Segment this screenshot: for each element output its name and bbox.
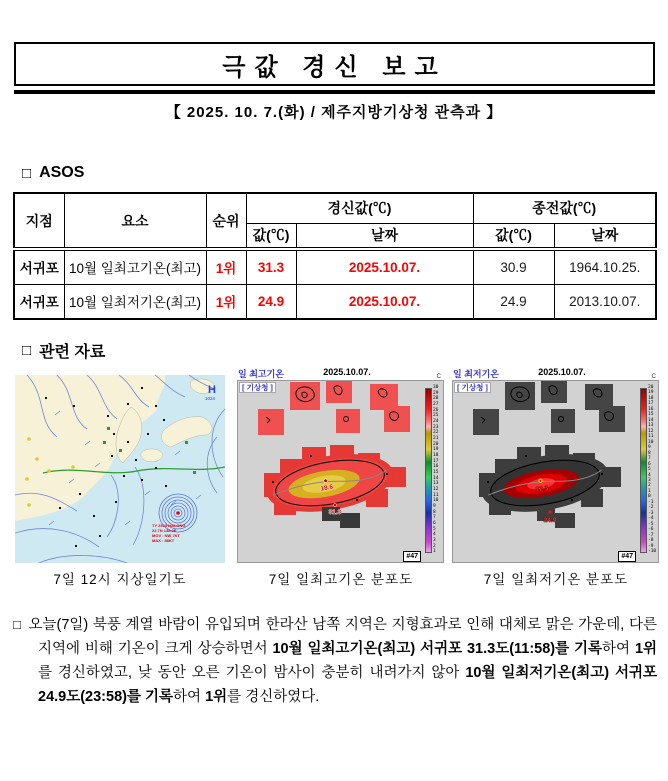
cell-station: 서귀포 [14,249,64,284]
agency-badge: [ 기상청 ] [454,382,491,393]
figure-caption-min-temp: 7일 일최저기온 분포도 [483,572,629,587]
coast-temp-label: 31.3 [328,509,342,516]
report-subtitle: 【 2025. 10. 7.(화) / 제주지방기상청 관측과 】 [165,104,503,121]
summary-text: 오늘(7일) 북풍 계열 바람이 유입되며 한라산 남쪽 지역은 지형효과로 인해 대체로 맑은 가운데, 다른 지역에 비해 기온이 크게 상승하면서 10월 일최고기온(최고) 서귀포 31.3도(11:58)를 기록하여 1위를 경신하였고, 낮 동안 오른 기온이 밤사이 충분히 내려가지 않아 10월 일최저기온(최고) 서귀포 24.9도(23:58)를 기록하여 1위를 경신하였다. [28,617,658,705]
cell-old-value: 30.9 [473,249,554,284]
colorbar-ticks: 20 19 18 17 16 15 14 13 12 11 10 9 8 7 6 5 4 3 2 1 0 -1 -2 -3 -4 -5 -6 -7 -8 -9 -10 [648,385,657,555]
high-pressure-value: 1024 [205,396,216,401]
square-bullet-icon: □ [22,342,32,359]
cell-rank: 1위 [206,249,246,284]
typhoon-info-line: 22.7N 138.2E [152,528,177,533]
typhoon-info-line: TY 2523 HALONG [152,523,186,528]
colorbar-ticks: 30 29 28 27 26 25 24 23 22 21 20 19 18 17 16 15 14 13 12 11 10 9 8 7 6 5 4 3 2 1 [433,385,439,555]
col-header-rank: 순위 [206,193,246,249]
figure-caption-surface-chart: 7일 12시 지상일기도 [53,572,187,587]
asos-record-table [13,192,657,320]
cell-element: 10월 일최고기온(최고) [64,249,206,284]
map-title: 일 최고기온 [238,369,284,379]
col-group-new-record: 경신값(℃) [246,193,473,223]
col-header-station: 지점 [14,193,64,249]
cell-rank: 1위 [206,284,246,319]
cell-old-value: 24.9 [473,284,554,319]
cell-new-date: 2025.10.07. [296,284,473,319]
col-header-old-value: 값(℃) [473,223,554,249]
table-row [14,284,656,319]
col-header-old-date: 날짜 [554,223,656,249]
figure-caption-max-temp: 7일 일최고기온 분포도 [268,572,414,587]
weather-map-image [15,375,225,563]
peak-temp-label: 22.3 [535,484,549,494]
max-temp-map-image [237,380,444,563]
unit-label: C [651,374,656,380]
map-date: 2025.10.07. [538,367,586,377]
col-header-element: 요소 [64,193,206,249]
map-title: 일 최저기온 [453,369,499,379]
square-bullet-icon: □ [13,617,22,632]
coast-temp-label: 24.9 [543,517,557,524]
section-heading-related [22,339,105,362]
table-row [14,249,656,284]
frame-number: #47 [403,551,421,562]
high-pressure-label: H [208,384,216,396]
frame-number: #47 [618,551,636,562]
surface-weather-chart [15,375,225,563]
page-title: 극값 경신 보고 [222,53,447,81]
min-temp-map-panel [452,367,660,567]
cell-element: 10월 일최저기온(최고) [64,284,206,319]
section-heading-asos [22,164,84,182]
agency-badge: [ 기상청 ] [239,382,276,393]
cell-old-date: 1964.10.25. [554,249,656,284]
colorbar [425,388,432,553]
colorbar [640,388,647,553]
square-bullet-icon: □ [22,164,32,182]
min-temp-map-image [452,380,659,563]
section-asos-label: ASOS [39,164,85,181]
col-header-new-value: 값(℃) [246,223,296,249]
max-temp-map-panel [237,367,445,567]
cell-new-value: 24.9 [246,284,296,319]
section-related-label: 관련 자료 [39,344,106,361]
typhoon-info-line: MAX : 88KT [152,538,175,543]
unit-label: C [436,374,441,380]
cell-station: 서귀포 [14,284,64,319]
cell-new-value: 31.3 [246,249,296,284]
map-date: 2025.10.07. [323,367,371,377]
title-box [14,42,655,86]
col-group-previous-record: 종전값(℃) [473,193,656,223]
title-shadow-rule [14,90,655,94]
summary-paragraph [13,613,657,709]
typhoon-center-icon [176,511,180,515]
cell-new-date: 2025.10.07. [296,249,473,284]
col-header-new-date: 날짜 [296,223,473,249]
cell-old-date: 2013.10.07. [554,284,656,319]
typhoon-info-line: MOV : NW 7KT [152,533,180,538]
peak-temp-label: 18.6 [320,483,334,493]
